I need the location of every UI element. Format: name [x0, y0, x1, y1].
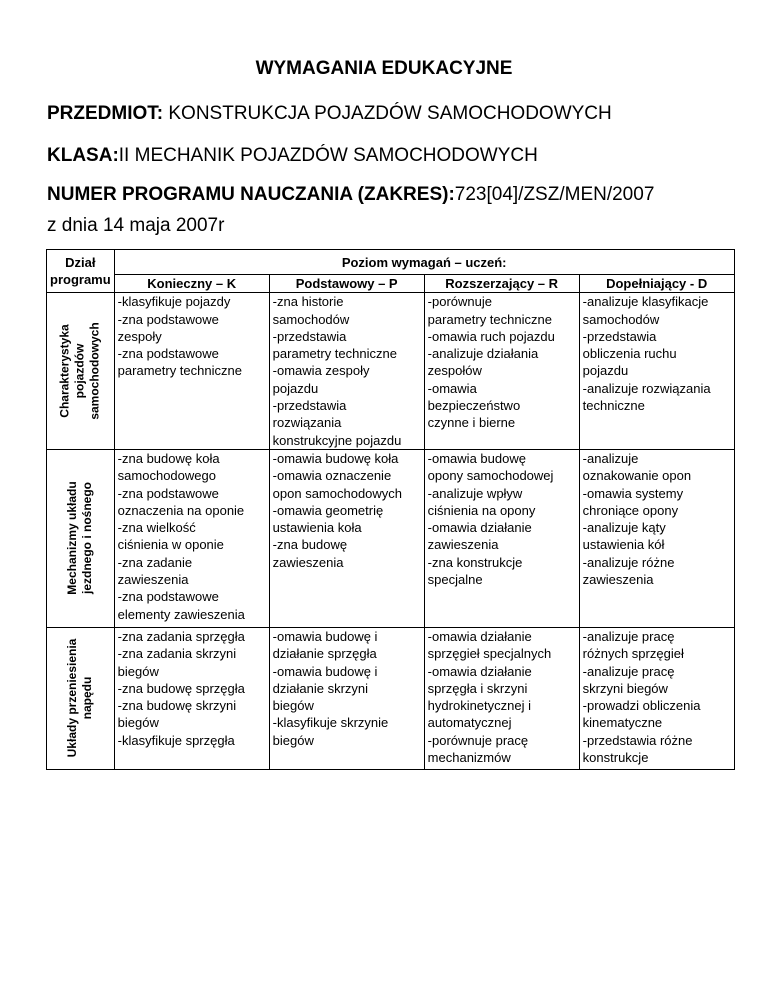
requirement-line: sprzęgieł specjalnych [427, 646, 552, 662]
requirement-cell-d [579, 627, 734, 769]
requirement-line: oznakowanie opon [582, 468, 692, 484]
requirement-line: ustawienia kół [582, 537, 665, 553]
requirement-line: -zna konstrukcje [427, 554, 523, 570]
requirement-cell-p [269, 293, 424, 450]
requirement-cell-k [114, 293, 269, 450]
requirement-line: -omawia geometrię [272, 502, 384, 518]
requirement-line: zawieszenia [272, 554, 344, 570]
requirement-cell-k [114, 627, 269, 769]
class-line [47, 145, 538, 167]
class-value: II MECHANIK POJAZDÓW SAMOCHODOWYCH [118, 145, 538, 166]
requirement-line: samochodów [272, 311, 350, 327]
requirement-line: hydrokinetycznej i [427, 698, 531, 714]
requirement-line: opony samochodowej [427, 468, 554, 484]
requirement-line: -zna wielkość [117, 520, 196, 536]
requirement-line: mechanizmów [427, 750, 511, 766]
requirement-line: -zna budowę skrzyni [117, 698, 237, 714]
level-d-header: Dopełniający - D [579, 275, 734, 293]
requirement-cell-r [424, 293, 579, 450]
requirement-line: -klasyfikuje pojazdy [117, 294, 231, 310]
requirement-line: elementy zawieszenia [117, 606, 245, 622]
requirement-line: -zna podstawowe [117, 589, 219, 605]
requirement-line: -prowadzi obliczenia [582, 698, 701, 714]
requirement-line: konstrukcje [582, 750, 649, 766]
requirement-line: -zna podstawowe [117, 311, 219, 327]
requirement-cell-r [424, 449, 579, 627]
table-row [47, 627, 735, 769]
program-value: 723[04]/ZSZ/MEN/2007 [454, 184, 655, 205]
class-label: KLASA: [47, 145, 119, 166]
requirement-line: -omawia działanie [427, 663, 532, 679]
requirement-line: ustawienia koła [272, 520, 362, 536]
requirement-line: chroniące opony [582, 502, 679, 518]
requirement-line: -przedstawia [272, 398, 347, 414]
program-line [47, 184, 654, 206]
requirement-line: -analizuje działania [427, 346, 539, 362]
requirement-line: opon samochodowych [272, 485, 403, 501]
section-title-line: Układy przeniesienia [65, 639, 80, 758]
requirement-line: -zna budowę [272, 537, 348, 553]
requirement-line: -analizuje wpływ [427, 485, 523, 501]
requirement-line: obliczenia ruchu [582, 346, 677, 362]
requirement-line: specjalne [427, 572, 483, 588]
level-k-header: Konieczny – K [114, 275, 269, 293]
requirement-line: zespoły [117, 328, 162, 344]
requirement-cell-d [579, 449, 734, 627]
requirement-line: pojazdu [272, 380, 319, 396]
section-cell [47, 449, 115, 627]
dzial-header [47, 250, 115, 293]
level-p-header: Podstawowy – P [269, 275, 424, 293]
requirement-line: -omawia budowę koła [272, 450, 399, 466]
requirement-line: -omawia systemy [582, 485, 684, 501]
poziom-header: Poziom wymagań – uczeń: [114, 250, 734, 275]
requirement-line: biegów [272, 698, 314, 714]
requirement-line: -omawia działanie [427, 628, 532, 644]
requirement-line: -zna budowę koła [117, 450, 220, 466]
requirement-line: -zna budowę sprzęgła [117, 680, 245, 696]
requirement-line: -omawia zespoły [272, 363, 370, 379]
requirement-line: czynne i bierne [427, 415, 516, 431]
requirement-line: -zna historie [272, 294, 344, 310]
requirement-line: -przedstawia [272, 328, 347, 344]
requirement-line: zawieszenia [427, 537, 499, 553]
requirement-line: -zna zadania sprzęgła [117, 628, 245, 644]
requirement-line: -klasyfikuje skrzynie [272, 715, 389, 731]
level-header-row [47, 275, 735, 293]
requirement-line: -zna podstawowe [117, 485, 219, 501]
requirement-line: -zna zadanie [117, 554, 193, 570]
requirement-line: automatycznej [427, 715, 512, 731]
section-title-line: napędu [80, 677, 95, 720]
requirement-line: -przedstawia różne [582, 732, 693, 748]
table-header-row [47, 250, 735, 275]
requirement-line: pojazdu [582, 363, 629, 379]
requirement-line: działanie skrzyni [272, 680, 369, 696]
requirement-line: -omawia [427, 380, 477, 396]
requirement-line: oznaczenia na oponie [117, 502, 245, 518]
requirement-line: -porównuje [427, 294, 492, 310]
section-title [58, 322, 103, 419]
requirement-line: -analizuje różne [582, 554, 675, 570]
requirement-line: -porównuje pracę [427, 732, 529, 748]
requirement-line: bezpieczeństwo [427, 398, 521, 414]
requirement-line: -analizuje pracę [582, 663, 675, 679]
requirement-line: -zna zadania skrzyni [117, 646, 237, 662]
level-r-header: Rozszerzający – R [424, 275, 579, 293]
section-cell [47, 293, 115, 450]
section-cell [47, 627, 115, 769]
subject-line [47, 103, 612, 125]
section-title-line: samochodowych [87, 322, 102, 420]
requirement-line: samochodowego [117, 468, 216, 484]
requirement-line: -omawia ruch pojazdu [427, 328, 555, 344]
table-row [47, 293, 735, 450]
requirement-line: rozwiązania [272, 415, 342, 431]
requirement-line: -analizuje klasyfikacje [582, 294, 709, 310]
section-title-line: Mechanizmy układu [65, 481, 80, 596]
requirement-line: -analizuje [582, 450, 639, 466]
requirement-cell-p [269, 627, 424, 769]
requirement-line: różnych sprzęgieł [582, 646, 684, 662]
dzial-header-line: Dział [65, 255, 96, 270]
requirement-line: konstrukcyjne pojazdu [272, 432, 402, 448]
requirement-line: -omawia działanie [427, 520, 532, 536]
requirements-table [46, 249, 735, 770]
requirement-line: działanie sprzęgła [272, 646, 377, 662]
requirement-cell-d [579, 293, 734, 450]
requirement-line: -omawia budowę i [272, 628, 378, 644]
document-title: WYMAGANIA EDUKACYJNE [255, 58, 513, 79]
requirement-line: -klasyfikuje sprzęgła [117, 732, 235, 748]
program-label: NUMER PROGRAMU NAUCZANIA (ZAKRES): [47, 184, 455, 205]
requirement-line: parametry techniczne [117, 363, 242, 379]
requirement-line: zawieszenia [117, 572, 189, 588]
requirement-cell-r [424, 627, 579, 769]
requirement-line: -analizuje kąty [582, 520, 666, 536]
requirement-line: zespołów [427, 363, 482, 379]
requirement-line: biegów [117, 663, 159, 679]
requirement-line: -omawia oznaczenie [272, 468, 392, 484]
requirement-line: zawieszenia [582, 572, 654, 588]
requirement-line: -omawia budowę i [272, 663, 378, 679]
requirement-line: kinematyczne [582, 715, 663, 731]
section-title-line: Charakterystyka [57, 324, 72, 418]
requirement-line: skrzyni biegów [582, 680, 668, 696]
section-title-line: jezdnego i nośnego [80, 482, 95, 595]
requirement-line: parametry techniczne [272, 346, 397, 362]
requirement-cell-k [114, 449, 269, 627]
requirement-line: -omawia budowę [427, 450, 526, 466]
requirement-line: parametry techniczne [427, 311, 552, 327]
requirement-cell-p [269, 449, 424, 627]
dzial-header-line: programu [50, 272, 111, 288]
requirement-line: biegów [117, 715, 159, 731]
date-line: z dnia 14 maja 2007r [47, 215, 225, 236]
requirement-line: biegów [272, 732, 314, 748]
section-title [65, 482, 95, 595]
requirement-line: sprzęgła i skrzyni [427, 680, 528, 696]
subject-value: KONSTRUKCJA POJAZDÓW SAMOCHODOWYCH [163, 103, 612, 124]
requirement-line: -analizuje pracę [582, 628, 675, 644]
requirement-line: techniczne [582, 398, 645, 414]
section-title [65, 639, 95, 758]
subject-label: PRZEDMIOT: [47, 103, 164, 124]
requirement-line: samochodów [582, 311, 660, 327]
section-title-line: pojazdów [72, 343, 87, 399]
requirement-line: -analizuje rozwiązania [582, 380, 711, 396]
requirement-line: ciśnienia w oponie [117, 537, 224, 553]
requirement-line: ciśnienia na opony [427, 502, 536, 518]
table-row [47, 449, 735, 627]
requirement-line: -zna podstawowe [117, 346, 219, 362]
requirement-line: -przedstawia [582, 328, 657, 344]
